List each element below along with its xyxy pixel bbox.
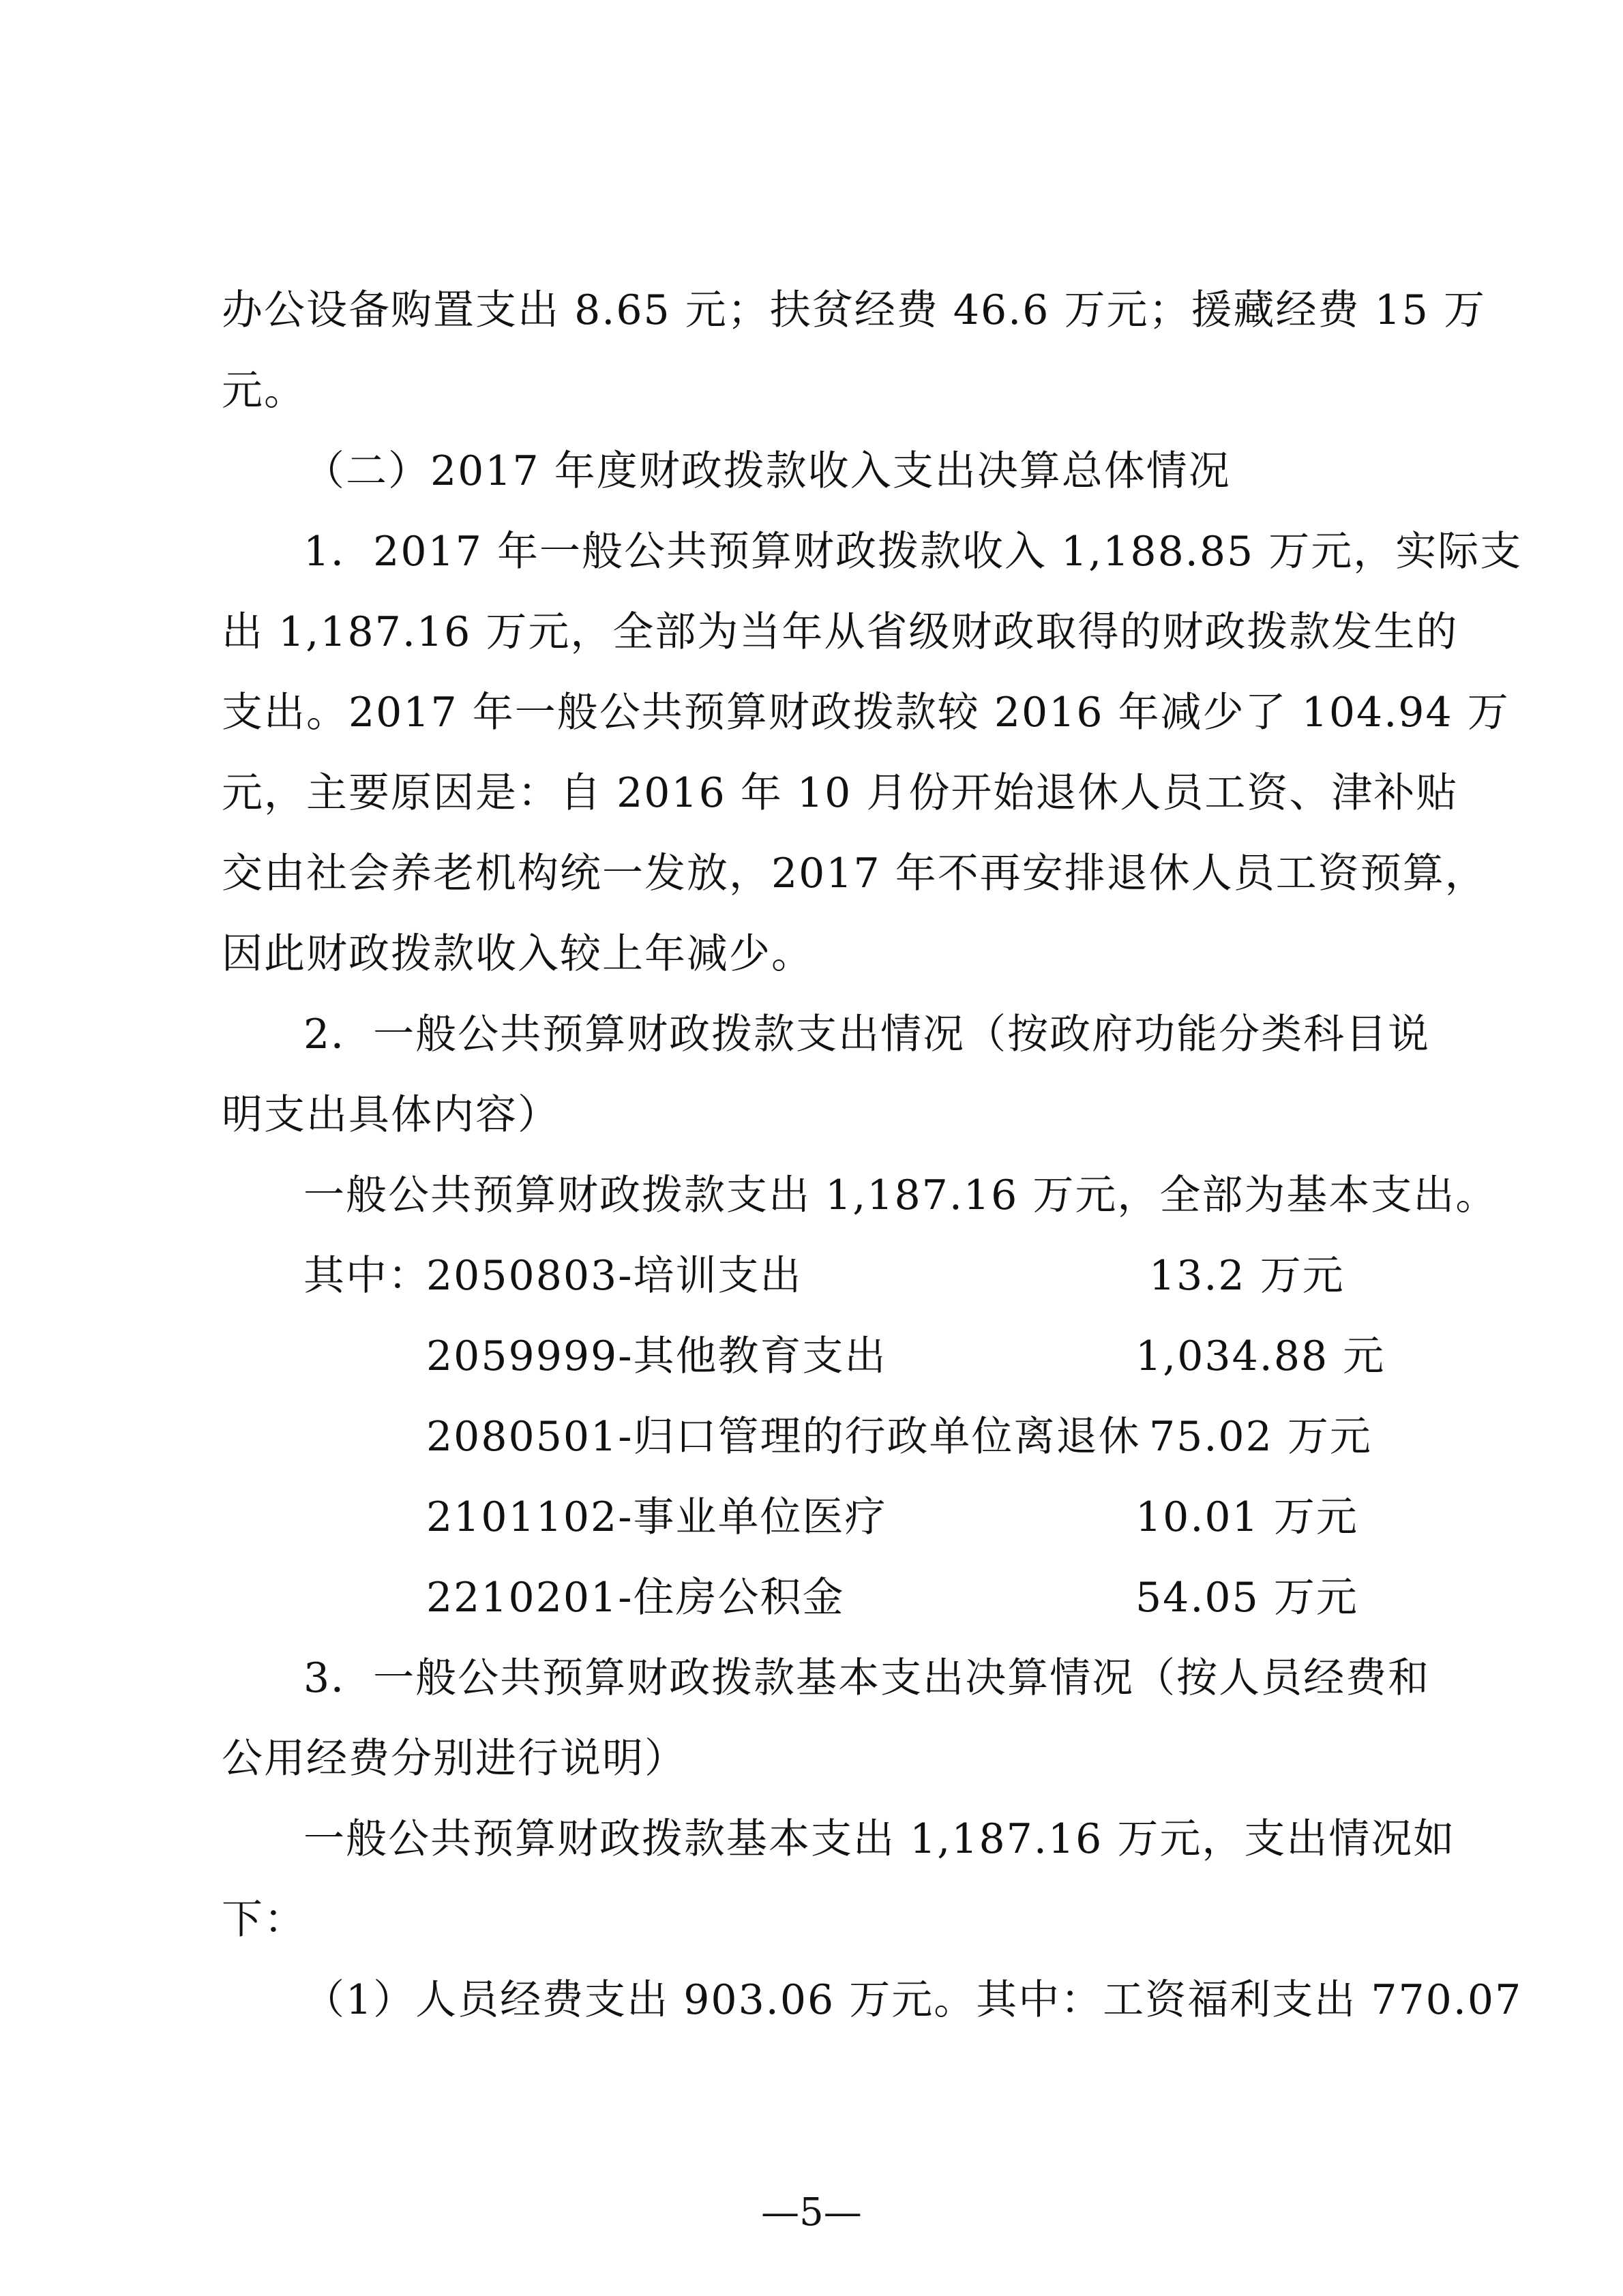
breakdown-code: 2050803-培训支出 xyxy=(426,1252,803,1300)
breakdown-amount: 10.01 万元 xyxy=(1135,1493,1358,1541)
page-number: —5— xyxy=(761,2190,862,2235)
paragraph-line: 出 1,187.16 万元，全部为当年从省级财政取得的财政拨款发生的 xyxy=(222,608,1459,656)
breakdown-amount: 54.05 万元 xyxy=(1135,1574,1358,1622)
paragraph-line: 3．一般公共预算财政拨款基本支出决算情况（按人员经费和 xyxy=(303,1654,1431,1702)
paragraph-line: 元，主要原因是：自 2016 年 10 月份开始退休人员工资、津补贴 xyxy=(222,769,1459,817)
paragraph-line: 办公设备购置支出 8.65 元；扶贫经费 46.6 万元；援藏经费 15 万 xyxy=(222,286,1486,334)
paragraph-line: 支出。2017 年一般公共预算财政拨款较 2016 年减少了 104.94 万 xyxy=(222,689,1510,736)
paragraph-line: 下： xyxy=(222,1896,306,1943)
breakdown-code: 2210201-住房公积金 xyxy=(426,1574,845,1622)
breakdown-code: 2059999-其他教育支出 xyxy=(426,1332,887,1380)
breakdown-amount: 13.2 万元 xyxy=(1149,1252,1345,1300)
breakdown-amount: 75.02 万元 xyxy=(1149,1413,1372,1461)
section-heading: （二）2017 年度财政拨款收入支出决算总体情况 xyxy=(303,447,1231,495)
paragraph-line: 因此财政拨款收入较上年减少。 xyxy=(222,930,814,978)
paragraph-line: 一般公共预算财政拨款支出 1,187.16 万元，全部为基本支出。 xyxy=(303,1172,1498,1219)
paragraph-line: 交由社会养老机构统一发放，2017 年不再安排退休人员工资预算， xyxy=(222,850,1487,897)
paragraph-line: 元。 xyxy=(222,367,306,415)
paragraph-line: 公用经费分别进行说明） xyxy=(222,1735,687,1783)
breakdown-code: 2080501-归口管理的行政单位离退休 xyxy=(426,1413,1141,1461)
breakdown-amount: 1,034.88 元 xyxy=(1135,1332,1386,1380)
breakdown-code: 2101102-事业单位医疗 xyxy=(426,1493,887,1541)
paragraph-line: 一般公共预算财政拨款基本支出 1,187.16 万元，支出情况如 xyxy=(303,1815,1456,1863)
paragraph-line: 1．2017 年一般公共预算财政拨款收入 1,188.85 万元，实际支 xyxy=(303,528,1523,576)
breakdown-prefix: 其中： xyxy=(303,1252,430,1300)
paragraph-line: 2．一般公共预算财政拨款支出情况（按政府功能分类科目说 xyxy=(303,1011,1431,1058)
paragraph-line: 明支出具体内容） xyxy=(222,1091,560,1139)
paragraph-line: （1）人员经费支出 903.06 万元。其中：工资福利支出 770.07 xyxy=(303,1976,1523,2024)
